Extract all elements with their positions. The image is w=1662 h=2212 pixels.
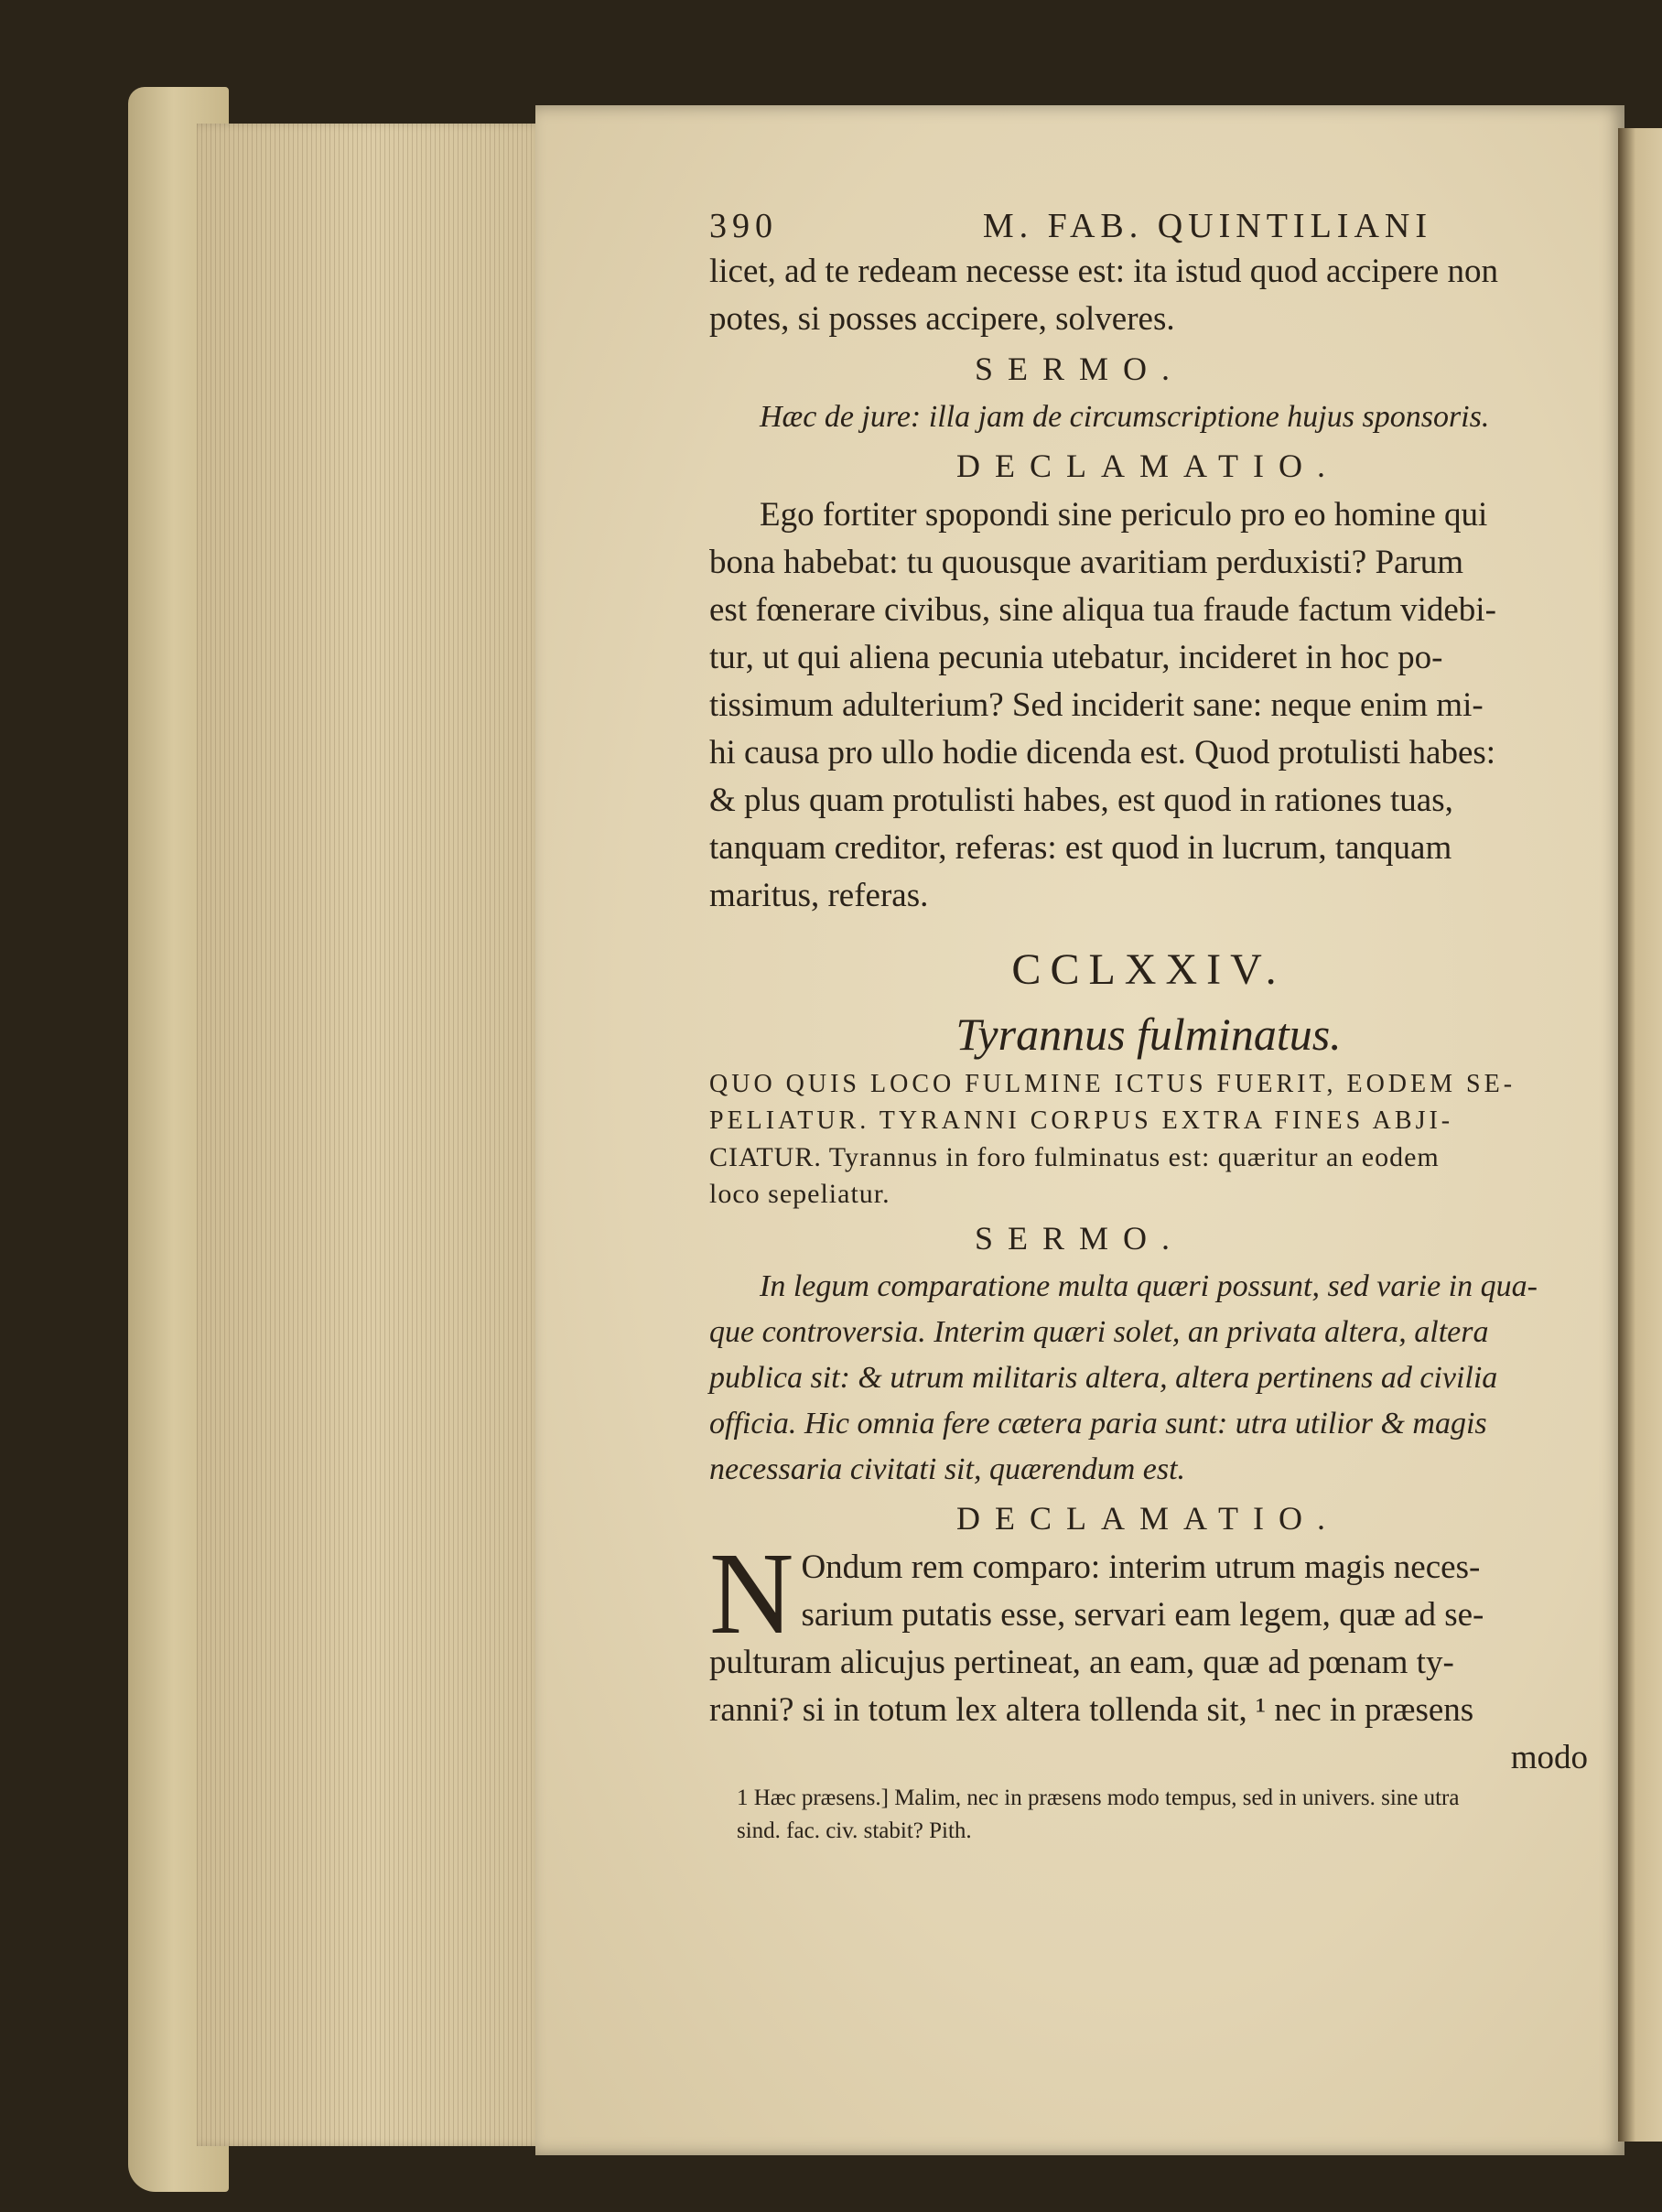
text-line: & plus quam protulisti habes, est quod in rationes tuas, (709, 782, 1453, 819)
sermo-line: In legum comparatione multa quæri possunt, sed varie in qua- (760, 1269, 1538, 1303)
text-line: hi causa pro ullo hodie dicenda est. Quod protulisti habes: (709, 734, 1496, 772)
text-line: est fœnerare civibus, sine aliqua tua fraude factum videbi- (709, 591, 1496, 629)
text-line: Ego fortiter spopondi sine periculo pro eo homine qui (760, 496, 1488, 534)
page-text (709, 206, 1588, 1848)
argument-line: QUO QUIS LOCO FULMINE ICTUS FUERIT, EODEM SE- (709, 1070, 1516, 1098)
argument-line: PELIATUR. TYRANNI CORPUS EXTRA FINES ABJI- (709, 1106, 1454, 1135)
drop-cap: N (709, 1528, 794, 1658)
text-line: potes, si posses accipere, solveres. (709, 300, 1175, 338)
sermo-text: Hæc de jure: illa jam de circumscriptione hujus sponsoris. (760, 400, 1490, 434)
declamatio-heading: DECLAMATIO. (956, 448, 1340, 484)
catchword: modo (1510, 1739, 1588, 1776)
sermo-line: officia. Hic omnia fere cætera paria sunt: utra utilior & magis (709, 1407, 1487, 1440)
text-line: maritus, referas. (709, 877, 929, 914)
text-line: pulturam alicujus pertineat, an eam, quæ ad pœnam ty- (709, 1644, 1454, 1681)
text-line: tur, ut qui aliena pecunia utebatur, incideret in hoc po- (709, 639, 1443, 676)
section-number: CCLXXIV. (1011, 945, 1286, 994)
text-line: tissimum adulterium? Sed inciderit sane: neque enim mi- (709, 686, 1484, 724)
footnote-line: sind. fac. civ. stabit? Pith. (737, 1818, 972, 1843)
next-page-edge (1618, 128, 1662, 2142)
dropcap-paragraph (709, 1528, 1588, 1658)
running-header (709, 206, 1588, 246)
sermo-heading: SERMO. (975, 1220, 1185, 1257)
footnote-line: 1 Hæc præsens.] Malim, nec in præsens modo tempus, sed in univers. sine utra (737, 1786, 1460, 1810)
sermo-heading: SERMO. (975, 351, 1185, 387)
page-number: 390 (709, 207, 778, 245)
text-line: Ondum rem comparo: interim utrum magis neces- (801, 1548, 1481, 1586)
section-title: Tyrannus fulminatus. (955, 1009, 1342, 1060)
sermo-line: que controversia. Interim quæri solet, an privata altera, altera (709, 1315, 1489, 1349)
argument-line: loco sepeliatur. (709, 1179, 890, 1209)
sermo-line: necessaria civitati sit, quærendum est. (709, 1452, 1186, 1486)
text-line: tanquam creditor, referas: est quod in lucrum, tanquam (709, 829, 1452, 867)
text-line: sarium putatis esse, servari eam legem, quæ ad se- (801, 1596, 1484, 1634)
declamatio-heading: DECLAMATIO. (956, 1500, 1340, 1537)
text-line: bona habebat: tu quousque avaritiam perduxisti? Parum (709, 544, 1464, 581)
page-edges (197, 124, 545, 2146)
running-title: M. FAB. QUINTILIANI (982, 207, 1432, 245)
text-line: ranni? si in totum lex altera tollenda sit, ¹ nec in præsens (709, 1691, 1474, 1729)
sermo-line: publica sit: & utrum militaris altera, altera pertinens ad civilia (709, 1361, 1498, 1395)
argument-line: CIATUR. Tyrannus in foro fulminatus est: quæritur an eodem (709, 1142, 1440, 1172)
text-line: licet, ad te redeam necesse est: ita istud quod accipere non (709, 253, 1498, 290)
